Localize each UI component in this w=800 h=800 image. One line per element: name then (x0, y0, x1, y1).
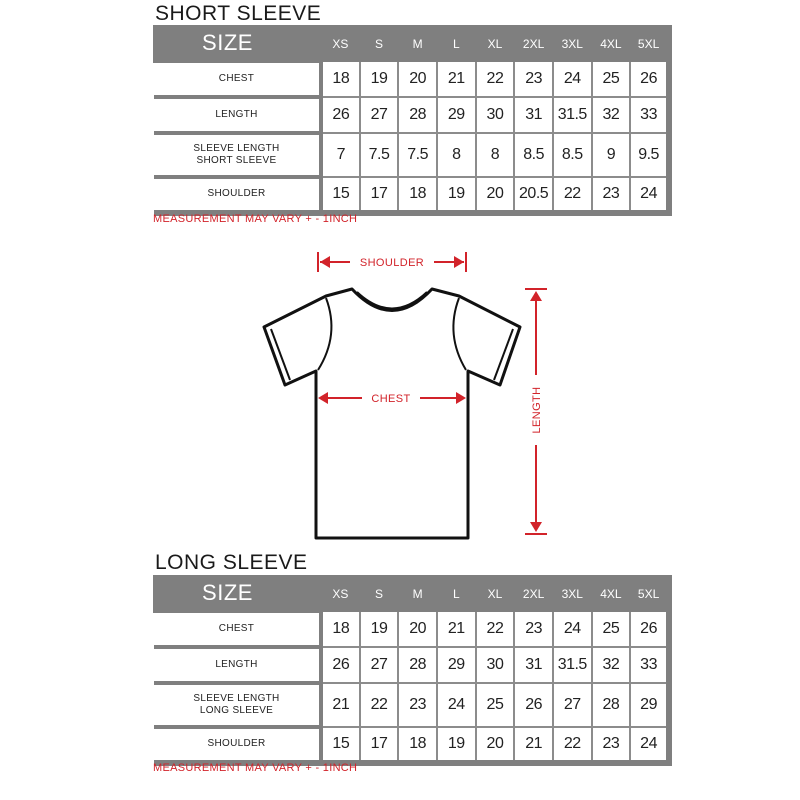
measurement-cell: 29 (437, 647, 476, 683)
size-header: SIZE (154, 576, 321, 611)
row-label-line: LENGTH (215, 108, 258, 120)
row-label-line: LENGTH (215, 658, 258, 670)
measurement-cell: 7.5 (398, 133, 437, 177)
measurement-cell: 21 (437, 611, 476, 647)
measurement-cell: 9 (592, 133, 631, 177)
size-column-header: XL (476, 576, 515, 611)
size-column-header: XS (321, 26, 360, 61)
table-row (154, 647, 669, 683)
row-label-line: CHEST (218, 72, 255, 84)
measurement-cell: 21 (321, 683, 360, 727)
table-row (154, 177, 669, 213)
measurement-cell: 20 (398, 61, 437, 97)
measurement-cell: 27 (553, 683, 592, 727)
measurement-cell: 9.5 (630, 133, 669, 177)
measurement-cell: 20 (476, 177, 515, 213)
measurement-cell: 8.5 (553, 133, 592, 177)
measurement-cell: 23 (514, 61, 553, 97)
measurement-cell: 23 (398, 683, 437, 727)
size-column-header: 3XL (553, 576, 592, 611)
size-column-header: XL (476, 26, 515, 61)
row-label (154, 647, 321, 683)
size-column-header: 5XL (630, 576, 669, 611)
measurement-cell: 22 (476, 611, 515, 647)
measurement-cell: 29 (437, 97, 476, 133)
row-label-line: SLEEVE LENGTH (193, 142, 280, 154)
size-column-header: 4XL (592, 576, 631, 611)
size-column-header: XS (321, 576, 360, 611)
measurement-cell: 26 (321, 647, 360, 683)
measurement-cell: 8.5 (514, 133, 553, 177)
table-row (154, 97, 669, 133)
measurement-cell: 23 (514, 611, 553, 647)
measurement-cell: 24 (553, 61, 592, 97)
size-column-header: L (437, 576, 476, 611)
measurement-cell: 25 (476, 683, 515, 727)
size-column-header: 2XL (514, 26, 553, 61)
measurement-cell: 32 (592, 97, 631, 133)
measurement-cell: 22 (553, 727, 592, 763)
measurement-cell: 27 (360, 97, 399, 133)
measurement-cell: 19 (360, 61, 399, 97)
measurement-cell: 8 (437, 133, 476, 177)
row-label (154, 133, 321, 177)
measurement-cell: 20 (476, 727, 515, 763)
measurement-cell: 26 (514, 683, 553, 727)
row-label-line: SHOULDER (207, 188, 266, 200)
long-sleeve-title: LONG SLEEVE (155, 551, 308, 574)
size-column-header: 2XL (514, 576, 553, 611)
measurement-cell: 28 (398, 97, 437, 133)
measurement-cell: 18 (398, 177, 437, 213)
measurement-cell: 19 (360, 611, 399, 647)
measurement-cell: 8 (476, 133, 515, 177)
length-label: LENGTH (531, 386, 543, 434)
measurement-cell: 26 (630, 61, 669, 97)
measurement-cell: 23 (592, 727, 631, 763)
row-label-line: LONG SLEEVE (199, 705, 274, 716)
measurement-cell: 22 (360, 683, 399, 727)
measurement-cell: 24 (630, 177, 669, 213)
measurement-cell: 15 (321, 727, 360, 763)
measurement-cell: 22 (553, 177, 592, 213)
size-column-header: 4XL (592, 26, 631, 61)
measurement-cell: 24 (437, 683, 476, 727)
measurement-cell: 21 (437, 61, 476, 97)
row-label-line: SHORT SLEEVE (196, 155, 277, 166)
shoulder-measure (318, 252, 466, 272)
measurement-cell: 28 (398, 647, 437, 683)
size-column-header: M (398, 26, 437, 61)
measurement-cell: 28 (592, 683, 631, 727)
measurement-cell: 24 (630, 727, 669, 763)
measurement-cell: 15 (321, 177, 360, 213)
tshirt-details (271, 292, 513, 380)
row-label (154, 611, 321, 647)
measurement-cell: 29 (630, 683, 669, 727)
measurement-cell: 31.5 (553, 97, 592, 133)
measurement-cell: 30 (476, 647, 515, 683)
measurement-cell: 18 (398, 727, 437, 763)
short-sleeve-table (153, 25, 672, 216)
measurement-cell: 31 (514, 97, 553, 133)
table-row (154, 133, 669, 177)
measurement-cell: 20 (398, 611, 437, 647)
measurement-cell: 25 (592, 61, 631, 97)
measurement-cell: 31 (514, 647, 553, 683)
chest-measure (318, 392, 466, 404)
measurement-cell: 18 (321, 611, 360, 647)
size-column-header: 5XL (630, 26, 669, 61)
measurement-cell: 7.5 (360, 133, 399, 177)
size-column-header: L (437, 26, 476, 61)
size-header: SIZE (154, 26, 321, 61)
measurement-cell: 23 (592, 177, 631, 213)
chest-label: CHEST (371, 393, 411, 405)
short-sleeve-title: SHORT SLEEVE (155, 2, 322, 25)
measurement-cell: 21 (514, 727, 553, 763)
long-sleeve-table (153, 575, 672, 766)
row-label-line: SHOULDER (207, 738, 266, 750)
row-label-line: CHEST (218, 622, 255, 634)
short-sleeve-note: MEASUREMENT MAY VARY + - 1INCH (153, 213, 358, 225)
row-label-line: SLEEVE LENGTH (193, 692, 280, 704)
row-label (154, 177, 321, 213)
shoulder-label: SHOULDER (359, 257, 425, 269)
long-sleeve-note: MEASUREMENT MAY VARY + - 1INCH (153, 762, 358, 774)
measurement-cell: 20.5 (514, 177, 553, 213)
size-column-header: S (360, 26, 399, 61)
measurement-cell: 26 (321, 97, 360, 133)
table-row (154, 61, 669, 97)
row-label (154, 683, 321, 727)
measurement-cell: 7 (321, 133, 360, 177)
measurement-cell: 30 (476, 97, 515, 133)
size-column-header: M (398, 576, 437, 611)
measurement-cell: 24 (553, 611, 592, 647)
row-label (154, 61, 321, 97)
row-label (154, 727, 321, 763)
row-label (154, 97, 321, 133)
tshirt-outline (264, 289, 520, 538)
table-row (154, 611, 669, 647)
size-column-header: 3XL (553, 26, 592, 61)
measurement-cell: 19 (437, 177, 476, 213)
length-measure (525, 289, 547, 534)
measurement-cell: 33 (630, 647, 669, 683)
measurement-cell: 17 (360, 177, 399, 213)
table-row (154, 727, 669, 763)
measurement-cell: 31.5 (553, 647, 592, 683)
measurement-cell: 25 (592, 611, 631, 647)
measurement-cell: 18 (321, 61, 360, 97)
measurement-cell: 32 (592, 647, 631, 683)
measurement-cell: 27 (360, 647, 399, 683)
table-row (154, 683, 669, 727)
measurement-cell: 22 (476, 61, 515, 97)
measurement-cell: 33 (630, 97, 669, 133)
measurement-cell: 19 (437, 727, 476, 763)
measurement-cell: 26 (630, 611, 669, 647)
size-column-header: S (360, 576, 399, 611)
measurement-cell: 17 (360, 727, 399, 763)
